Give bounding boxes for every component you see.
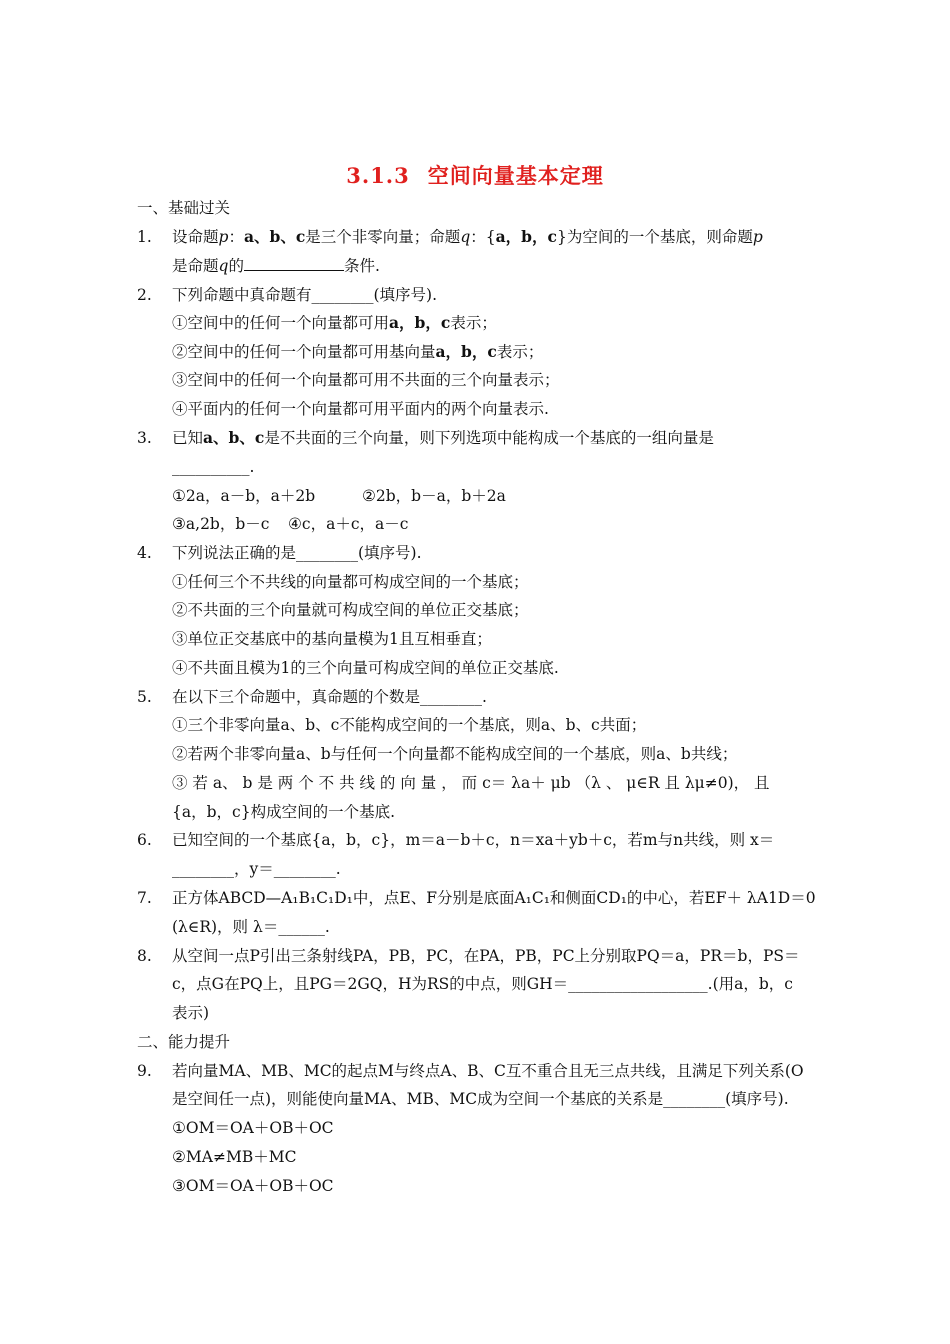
question-1-line-2 (172, 256, 380, 276)
question-3-option-3: ③a,2b，b－c (172, 515, 270, 533)
section-heading-advanced: 二、能力提升 (137, 1033, 231, 1051)
option-text: 表示； (496, 343, 544, 361)
question-7-line-1: 正方体ABCD—A₁B₁C₁D₁中，点E、F分别是底面A₁C₁和侧面CD₁的中心，若EF＋ λA1D＝0 (172, 889, 816, 907)
question-8-line-3: 表示) (172, 1004, 210, 1022)
q1-var-q: q (460, 228, 471, 246)
q1-text: ： (228, 228, 244, 246)
question-3-line-2: __________. (172, 458, 255, 476)
q1-var-p: p (218, 228, 229, 246)
title-text: 空间向量基本定理 (427, 163, 604, 188)
question-4-option-3: ③单位正交基底中的基向量模为1且互相垂直； (172, 630, 492, 648)
question-number-8: 8. (137, 947, 152, 965)
section-heading-basic: 一、基础过关 (137, 199, 231, 217)
title-number: 3.1.3 (346, 163, 410, 188)
question-7-line-2: (λ∈R)，则 λ＝______. (172, 918, 330, 936)
q1-text: 条件. (343, 257, 380, 275)
question-number-7: 7. (137, 889, 152, 907)
question-6-line-2: ________，y＝________. (172, 860, 341, 878)
q3-text: 是不共面的三个向量，则下列选项中能构成一个基底的一组向量是 (264, 429, 714, 447)
q1-text: 是三个非零向量；命题 (305, 228, 461, 246)
question-number-3: 3. (137, 429, 152, 447)
question-2-option-3: ③空间中的任何一个向量都可用不共面的三个向量表示； (172, 371, 560, 389)
question-number-6: 6. (137, 831, 152, 849)
q1-text: 是命题 (172, 257, 219, 275)
question-9-line-2: 是空间任一点)，则能使向量MA、MB、MC成为空间一个基底的关系是________(填序号). (172, 1090, 789, 1108)
question-3-option-2: ②2b，b－a，b＋2a (362, 487, 506, 505)
question-5-option-3-line-2: {a，b，c}构成空间的一个基底. (172, 803, 395, 821)
q1-vector-set: a，b，c (495, 227, 557, 246)
question-2-stem: 下列命题中真命题有________(填序号). (172, 286, 438, 304)
question-5-option-1: ①三个非零向量a、b、c不能构成空间的一个基底，则a、b、c共面； (172, 716, 647, 734)
question-1-line-1 (172, 227, 763, 247)
question-3-option-4: ④c，a＋c，a－c (288, 515, 409, 533)
answer-blank[interactable] (244, 256, 344, 271)
q1-var-p: p (752, 228, 763, 246)
question-4-option-1: ①任何三个不共线的向量都可构成空间的一个基底； (172, 573, 529, 591)
question-5-stem: 在以下三个命题中，真命题的个数是________. (172, 688, 487, 706)
question-number-4: 4. (137, 544, 152, 562)
question-5-option-3-line-1: ③ 若 a、 b 是 两 个 不 共 线 的 向 量 ， 而 c＝ λa＋ μb （λ 、 μ∈R 且 λμ≠0)， 且 (172, 774, 770, 792)
q1-vectors: a、b、c (243, 227, 306, 246)
q1-var-q: q (218, 257, 229, 275)
option-text: 表示； (450, 314, 497, 332)
q3-text: 已知 (172, 429, 204, 447)
question-2-option-1 (172, 313, 497, 333)
question-8-line-2: c，点G在PQ上，且PG＝2GQ，H为RS的中点，则GH＝__________________.(用a，b，c (172, 975, 793, 993)
question-number-2: 2. (137, 286, 152, 304)
q1-text: }为空间的一个基底，则命题 (556, 228, 753, 246)
question-number-1: 1. (137, 228, 152, 246)
question-2-option-4: ④平面内的任何一个向量都可用平面内的两个向量表示. (172, 400, 549, 418)
option-text: ②空间中的任何一个向量都可用基向量 (172, 343, 436, 361)
q3-vectors: a、b、c (203, 428, 265, 447)
option-text: ①空间中的任何一个向量都可用 (172, 314, 390, 332)
question-4-stem: 下列说法正确的是________(填序号). (172, 544, 422, 562)
question-9-option-1: ①OM＝OA＋OB＋OC (172, 1119, 334, 1137)
q1-text: 设命题 (172, 228, 219, 246)
option-vectors: a，b，c (435, 342, 497, 361)
question-3-option-1: ①2a，a－b，a＋2b (172, 487, 316, 505)
question-3-line-1 (172, 428, 714, 448)
question-4-option-4: ④不共面且模为1的三个向量可构成空间的单位正交基底. (172, 659, 559, 677)
question-8-line-1: 从空间一点P引出三条射线PA，PB，PC，在PA，PB，PC上分别取PQ＝a，PR＝b，PS＝ (172, 947, 800, 965)
page-title (0, 160, 950, 190)
question-4-option-2: ②不共面的三个向量就可构成空间的单位正交基底； (172, 601, 529, 619)
question-2-option-2 (172, 342, 543, 362)
q1-text: 的 (228, 257, 244, 275)
question-6-line-1: 已知空间的一个基底{a，b，c}，m＝a－b＋c，n＝xa＋yb＋c，若m与n共线，则 x＝ (172, 831, 775, 849)
question-number-9: 9. (137, 1062, 152, 1080)
question-number-5: 5. (137, 688, 152, 706)
question-9-option-2: ②MA≠MB＋MC (172, 1148, 297, 1166)
question-9-line-1: 若向量MA、MB、MC的起点M与终点A、B、C互不重合且无三点共线，且满足下列关系(O (172, 1062, 804, 1080)
question-9-option-3: ③OM＝OA＋OB＋OC (172, 1177, 334, 1195)
option-vectors: a，b，c (389, 313, 451, 332)
q1-text: ：{ (470, 228, 496, 246)
question-5-option-2: ②若两个非零向量a、b与任何一个向量都不能构成空间的一个基底，则a、b共线； (172, 745, 738, 763)
